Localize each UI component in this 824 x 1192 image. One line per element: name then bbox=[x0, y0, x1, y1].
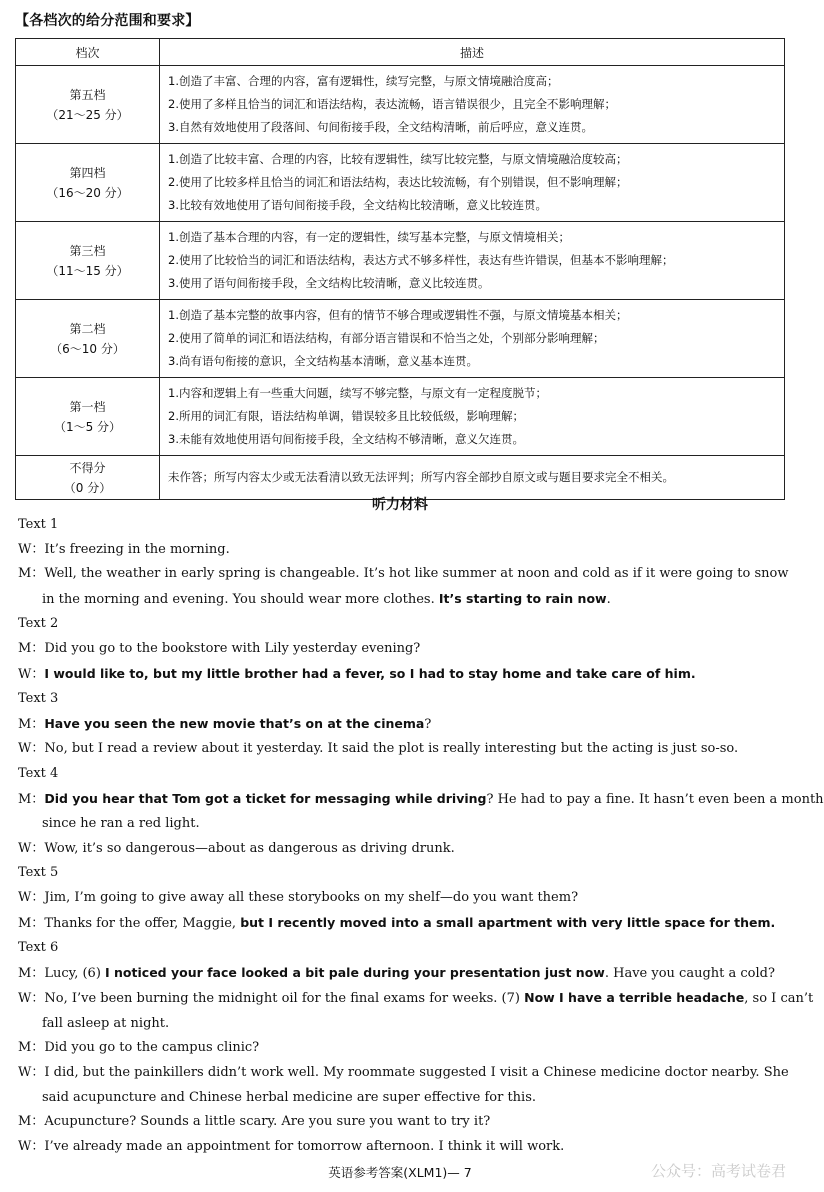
description-cell bbox=[160, 222, 785, 300]
text-label: Text 3 bbox=[18, 691, 59, 707]
dialogue-line-continued bbox=[18, 587, 788, 613]
text-label: Text 6 bbox=[18, 940, 59, 956]
level-name: 第四档 bbox=[69, 165, 106, 180]
level-cell bbox=[16, 144, 160, 222]
table-row bbox=[16, 144, 785, 222]
criterion-item: 3.自然有效地使用了段落间、句间衔接手段，全文结构清晰，前后呼应，意义连贯。 bbox=[168, 120, 593, 134]
dialogue-line bbox=[18, 1061, 788, 1086]
criterion-item: 2.使用了多样且恰当的词汇和语法结构，表达流畅，语言错误很少，且完全不影响理解； bbox=[168, 97, 616, 111]
dialogue-text: It’s freezing in the morning. bbox=[44, 541, 230, 557]
dialogue-text: Acupuncture? Sounds a little scary. Are you sure you want to try it? bbox=[44, 1114, 491, 1130]
dialogue-text: . bbox=[606, 591, 611, 607]
criterion-item: 1.创造了丰富、合理的内容，富有逻辑性，续写完整，与原文情境融洽度高； bbox=[168, 74, 559, 88]
speaker-label: W： bbox=[18, 840, 45, 856]
answer-highlight: but I recently moved into a small apartment with very little space for them. bbox=[240, 914, 776, 930]
level-cell bbox=[16, 66, 160, 144]
criterion-item: 3.比较有效地使用了语句间衔接手段，全文结构比较清晰，意义比较连贯。 bbox=[168, 198, 547, 212]
dialogue-text: in the morning and evening. You should wear more clothes. bbox=[42, 591, 439, 607]
level-range: （1～5 分） bbox=[53, 419, 122, 434]
dialogue-text: ? He had to pay a fine. It hasn’t even been a month bbox=[486, 791, 824, 807]
level-name: 第三档 bbox=[69, 243, 106, 258]
dialogue-line bbox=[18, 1110, 788, 1135]
listening-transcript bbox=[18, 513, 824, 1159]
dialogue-text: Did you go to the campus clinic? bbox=[44, 1040, 260, 1056]
text-label: Text 2 bbox=[18, 616, 59, 632]
level-cell bbox=[16, 222, 160, 300]
dialogue-text: No, but I read a review about it yesterday. It said the plot is really interesting but the acting is just so-so. bbox=[44, 741, 739, 757]
dialogue-line bbox=[18, 737, 788, 762]
column-header-description: 描述 bbox=[160, 39, 785, 66]
dialogue-line bbox=[18, 662, 788, 688]
criterion-item: 1.内容和逻辑上有一些重大问题，续写不够完整，与原文有一定程度脱节； bbox=[168, 386, 547, 400]
description-cell bbox=[160, 144, 785, 222]
dialogue-text: Thanks for the offer, Maggie, bbox=[44, 915, 241, 931]
dialogue-line bbox=[18, 986, 814, 1012]
level-name: 第一档 bbox=[69, 399, 106, 414]
criterion-item: 2.使用了比较多样且恰当的词汇和语法结构，表达比较流畅，有个别错误，但不影响理解； bbox=[168, 175, 628, 189]
criterion-item: 3.未能有效地使用语句间衔接手段，全文结构不够清晰，意义欠连贯。 bbox=[168, 432, 524, 446]
criterion-item: 1.创造了基本完整的故事内容，但有的情节不够合理或逻辑性不强，与原文情境基本相关； bbox=[168, 308, 628, 322]
answer-highlight: Have you seen the new movie that’s on at the cinema bbox=[44, 715, 425, 731]
description-cell bbox=[160, 456, 785, 500]
scoring-rubric-table bbox=[15, 38, 785, 500]
answer-highlight: Did you hear that Tom got a ticket for messaging while driving bbox=[44, 790, 487, 806]
dialogue-text: . Have you caught a cold? bbox=[604, 965, 775, 981]
dialogue-line bbox=[18, 837, 788, 862]
speaker-label: M： bbox=[18, 965, 45, 981]
dialogue-text: Lucy, (6) bbox=[44, 965, 106, 981]
dialogue-text: Well, the weather in early spring is changeable. It’s hot like summer at noon and cold as if it were going to snow bbox=[44, 566, 789, 582]
criterion-item: 2.使用了比较恰当的词汇和语法结构，表达方式不够多样性，表达有些许错误，但基本不影响理解； bbox=[168, 253, 674, 267]
level-name: 不得分 bbox=[69, 460, 106, 475]
speaker-label: M： bbox=[18, 915, 45, 931]
watermark: 公众号：高考试卷君 bbox=[650, 1162, 786, 1180]
speaker-label: W： bbox=[18, 666, 45, 682]
table-row bbox=[16, 66, 785, 144]
speaker-label: W： bbox=[18, 889, 45, 905]
level-range: （0 分） bbox=[63, 480, 112, 495]
speaker-label: M： bbox=[18, 640, 45, 656]
dialogue-text: No, I’ve been burning the midnight oil for the final exams for weeks. (7) bbox=[44, 991, 525, 1007]
dialogue-line bbox=[18, 1036, 788, 1061]
page-footer: 英语参考答案(XLM1)— 7 bbox=[328, 1165, 472, 1180]
dialogue-text: ? bbox=[424, 716, 432, 732]
description-cell bbox=[160, 66, 785, 144]
answer-highlight: It’s starting to rain now bbox=[438, 590, 607, 606]
dialogue-line bbox=[18, 1135, 788, 1160]
dialogue-line bbox=[18, 886, 788, 911]
dialogue-text: Jim, I’m going to give away all these storybooks on my shelf—do you want them? bbox=[44, 889, 579, 905]
criterion-item: 2.所用的词汇有限，语法结构单调，错误较多且比较低级，影响理解； bbox=[168, 409, 524, 423]
text-label: Text 1 bbox=[18, 517, 59, 532]
description-cell bbox=[160, 378, 785, 456]
dialogue-line bbox=[18, 712, 788, 738]
dialogue-text: I’ve already made an appointment for tomorrow afternoon. I think it will work. bbox=[44, 1138, 565, 1154]
speaker-label: W： bbox=[18, 741, 45, 757]
criterion-item: 2.使用了简单的词汇和语法结构，有部分语言错误和不恰当之处，个别部分影响理解； bbox=[168, 331, 605, 345]
speaker-label: W： bbox=[18, 1138, 45, 1154]
dialogue-line-continued bbox=[18, 1086, 788, 1111]
criterion-item: 1.创造了比较丰富、合理的内容，比较有逻辑性，续写比较完整，与原文情境融洽度较高； bbox=[168, 152, 628, 166]
level-cell bbox=[16, 378, 160, 456]
dialogue-line bbox=[18, 961, 788, 987]
column-header-level: 档次 bbox=[16, 39, 160, 66]
speaker-label: M： bbox=[18, 791, 45, 807]
answer-highlight: I noticed your face looked a bit pale during your presentation just now bbox=[105, 964, 605, 980]
level-name: 第二档 bbox=[69, 321, 106, 336]
table-row bbox=[16, 222, 785, 300]
table-header-row bbox=[16, 39, 785, 66]
speaker-label: M： bbox=[18, 566, 45, 582]
dialogue-line bbox=[18, 911, 788, 937]
level-range: （21～25 分） bbox=[46, 107, 129, 122]
text-label: Text 4 bbox=[18, 765, 59, 781]
answer-highlight: Now I have a terrible headache bbox=[524, 990, 745, 1006]
criterion-item: 3.使用了语句间衔接手段，全文结构比较清晰，意义比较连贯。 bbox=[168, 276, 490, 290]
level-range: （16～20 分） bbox=[46, 185, 129, 200]
section-heading: 【各档次的给分范围和要求】 bbox=[15, 13, 200, 29]
listening-material-title: 听力材料 bbox=[372, 497, 428, 513]
level-name: 第五档 bbox=[69, 87, 106, 102]
dialogue-line bbox=[18, 562, 788, 587]
table-row bbox=[16, 378, 785, 456]
dialogue-text: fall asleep at night. bbox=[42, 1015, 170, 1031]
level-cell bbox=[16, 300, 160, 378]
description-cell bbox=[160, 300, 785, 378]
level-cell bbox=[16, 456, 160, 500]
dialogue-line bbox=[18, 538, 788, 563]
dialogue-line bbox=[18, 637, 788, 662]
speaker-label: W： bbox=[18, 991, 45, 1007]
speaker-label: M： bbox=[18, 1114, 45, 1130]
table-row bbox=[16, 456, 785, 500]
dialogue-text: , so I can’t bbox=[744, 991, 814, 1007]
dialogue-text: said acupuncture and Chinese herbal medicine are super effective for this. bbox=[42, 1089, 537, 1105]
dialogue-text: since he ran a red light. bbox=[42, 816, 200, 832]
dialogue-line bbox=[18, 787, 824, 813]
level-range: （11～15 分） bbox=[46, 263, 129, 278]
criterion-item: 3.尚有语句衔接的意识，全文结构基本清晰，意义基本连贯。 bbox=[168, 354, 478, 368]
text-label: Text 5 bbox=[18, 865, 59, 881]
dialogue-line-continued bbox=[18, 812, 788, 837]
criterion-item: 未作答；所写内容太少或无法看清以致无法评判；所写内容全部抄自原文或与题目要求完全不相关。 bbox=[168, 470, 674, 484]
dialogue-line-continued bbox=[18, 1012, 788, 1037]
speaker-label: M： bbox=[18, 716, 45, 732]
speaker-label: W： bbox=[18, 541, 45, 557]
dialogue-text: Wow, it’s so dangerous—about as dangerous as driving drunk. bbox=[44, 840, 455, 856]
answer-highlight: I would like to, but my little brother had a fever, so I had to stay home and take care of him. bbox=[44, 665, 696, 681]
speaker-label: W： bbox=[18, 1065, 45, 1081]
speaker-label: M： bbox=[18, 1040, 45, 1056]
dialogue-text: Did you go to the bookstore with Lily yesterday evening? bbox=[44, 640, 421, 656]
table-row bbox=[16, 300, 785, 378]
criterion-item: 1.创造了基本合理的内容，有一定的逻辑性，续写基本完整，与原文情境相关； bbox=[168, 230, 570, 244]
dialogue-text: I did, but the painkillers didn’t work well. My roommate suggested I visit a Chinese medicine doctor nearby. She bbox=[44, 1065, 789, 1081]
level-range: （6～10 分） bbox=[50, 341, 125, 356]
